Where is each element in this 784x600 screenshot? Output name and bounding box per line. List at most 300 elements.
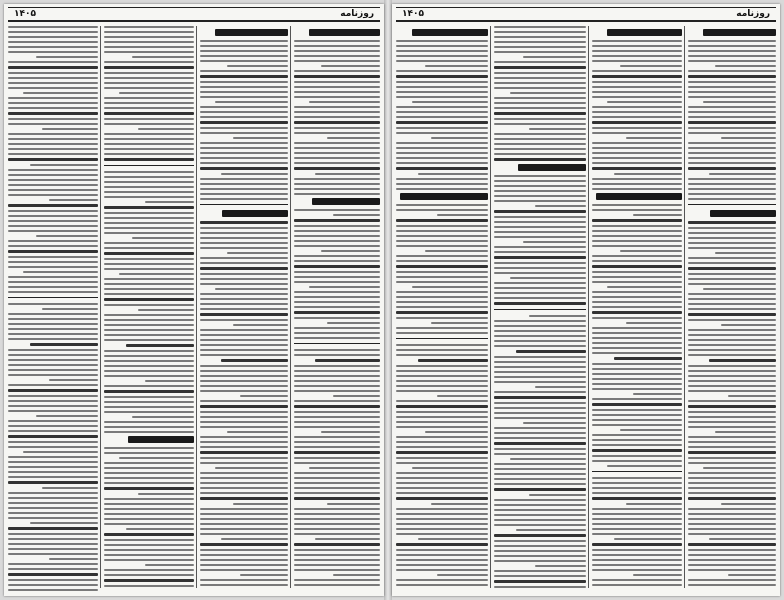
text-line [200,533,288,535]
text-line [200,579,288,581]
text-line [396,86,488,88]
text-line [200,564,288,566]
text-line [494,412,586,414]
text-line [396,142,488,144]
text-line [8,425,98,427]
text-line [396,60,488,62]
text-line [494,376,586,378]
text-line [688,283,776,285]
text-line [396,477,488,479]
text-line [494,361,586,363]
text-line [688,462,776,464]
text-line [104,278,194,280]
text-line [200,411,288,413]
text-line [294,96,380,98]
right-column-3 [592,26,682,590]
text-line [592,301,682,303]
text-line [30,164,98,166]
text-line [104,513,194,515]
text-line [200,221,288,224]
text-line [104,375,194,377]
column-divider [294,343,380,344]
text-line [494,272,586,274]
text-line [688,198,776,200]
text-line [494,26,586,28]
text-line [104,191,194,193]
text-line [104,176,194,178]
text-line [592,127,682,129]
text-line [104,293,194,295]
text-line [294,513,380,515]
text-line [494,519,586,521]
text-line [425,65,488,67]
text-line [592,455,682,457]
text-line [592,204,682,206]
text-line [104,324,194,326]
text-line [396,240,488,242]
text-line [396,472,488,474]
text-line [8,266,98,268]
text-line [592,477,682,479]
text-line [592,368,682,370]
text-line [529,494,586,496]
text-line [104,447,194,449]
text-line [8,82,98,84]
text-line [688,334,776,336]
text-line [431,322,488,324]
text-line [8,240,98,242]
text-line [688,375,776,377]
text-line [592,332,682,334]
text-line [200,167,288,170]
text-line [516,350,586,353]
text-line [309,101,380,103]
text-line [200,354,288,356]
text-line [620,429,682,431]
right-column-2 [494,26,586,590]
text-line [418,173,488,175]
text-line [104,396,194,398]
text-line [592,225,682,227]
text-line [233,324,288,326]
text-line [494,153,586,155]
text-line [294,260,380,262]
text-line [688,50,776,52]
text-line [8,174,98,176]
text-line [200,96,288,98]
column-divider [688,204,776,205]
text-line [592,55,682,57]
text-line [494,216,586,218]
text-line [294,462,380,464]
text-line [200,278,288,280]
left-column-1 [8,26,98,590]
text-line [592,439,682,441]
text-line [396,462,488,464]
headline-bar [518,164,586,171]
text-line [8,461,98,463]
text-line [688,451,776,454]
text-line [8,481,98,484]
text-line [104,61,194,63]
text-line [294,291,380,293]
left-masthead [8,7,380,22]
text-line [688,564,776,566]
text-line [396,327,488,329]
text-line [688,298,776,300]
text-line [8,61,98,63]
text-line [688,508,776,510]
text-line [494,251,586,253]
text-line [104,242,194,244]
text-line [592,403,682,406]
text-line [494,417,586,419]
text-line [321,250,380,252]
text-line [294,354,380,356]
text-line [688,421,776,423]
text-line [294,81,380,83]
page-fold [384,0,392,600]
text-line [42,487,98,489]
text-line [396,281,488,283]
text-line [200,319,288,321]
text-line [688,86,776,88]
text-line [396,132,488,134]
text-line [104,102,194,104]
text-line [494,36,586,38]
text-line [688,365,776,367]
text-line [494,77,586,79]
text-line [592,409,682,411]
text-line [688,349,776,351]
text-line [688,142,776,144]
text-line [592,291,682,293]
text-line [200,121,288,124]
text-line [104,148,194,150]
text-line [494,123,586,125]
text-line [333,395,380,397]
text-line [688,183,776,185]
text-line [200,193,288,195]
text-line [688,221,776,224]
text-line [592,523,682,525]
text-line [592,306,682,308]
text-line [592,235,682,237]
text-line [104,350,194,352]
text-line [294,106,380,108]
right-column-4 [688,26,776,590]
text-line [200,446,288,448]
text-line [294,543,380,546]
text-line [200,60,288,62]
text-line [592,116,682,118]
text-line [23,92,98,94]
text-line [294,265,380,268]
text-line [396,497,488,500]
text-line [227,65,288,67]
text-line [494,325,586,327]
text-line [294,421,380,423]
text-line [200,293,288,295]
text-line [104,158,194,161]
column-divider [8,297,98,298]
text-line [8,502,98,504]
text-line [200,339,288,341]
text-line [200,50,288,52]
text-line [104,390,194,393]
text-line [709,538,776,540]
text-line [8,568,98,570]
text-line [8,553,98,555]
text-line [494,545,586,547]
text-line [104,472,194,474]
text-line [8,548,98,550]
text-line [396,543,488,546]
text-line [494,287,586,289]
text-line [396,183,488,185]
text-line [688,390,776,392]
text-line [688,111,776,113]
text-line [494,31,586,33]
text-line [592,398,682,400]
text-line [592,513,682,515]
text-line [104,26,194,28]
text-line [8,410,98,412]
text-line [315,173,380,175]
text-line [494,118,586,120]
text-line [396,354,488,356]
text-line [294,451,380,454]
text-line [688,262,776,264]
text-line [8,169,98,171]
text-line [145,380,195,382]
headline-bar [596,193,682,200]
text-line [294,533,380,535]
text-line [688,405,776,408]
text-line [494,236,586,238]
text-line [321,431,380,433]
text-line [688,121,776,124]
text-line [104,206,194,209]
text-line [396,523,488,525]
text-line [494,226,586,228]
text-line [104,97,194,99]
text-line [8,204,98,207]
text-line [8,573,98,576]
text-line [592,70,682,72]
text-line [8,466,98,468]
text-line [104,263,194,265]
text-line [396,492,488,494]
text-line [333,574,380,576]
text-line [8,512,98,514]
text-line [221,173,288,175]
text-line [396,385,488,387]
text-line [104,569,194,571]
text-line [620,250,682,252]
text-line [294,225,380,227]
text-line [688,559,776,561]
text-line [728,574,776,576]
text-line [8,102,98,104]
text-line [294,147,380,149]
text-line [494,267,586,269]
text-line [8,123,98,125]
left-page [4,4,384,596]
text-line [592,414,682,416]
text-line [294,281,380,283]
column-divider [396,338,488,339]
text-line [703,101,776,103]
text-line [437,214,488,216]
text-line [8,220,98,222]
text-line [294,178,380,180]
text-line [510,92,586,94]
text-line [200,518,288,520]
text-line [592,549,682,551]
text-line [294,60,380,62]
text-line [200,462,288,464]
text-line [688,60,776,62]
text-line [396,50,488,52]
column-divider [494,309,586,310]
text-line [200,559,288,561]
text-line [688,193,776,195]
text-line [396,559,488,561]
text-line [215,467,288,469]
text-line [688,482,776,484]
text-line [396,508,488,510]
text-line [592,518,682,520]
text-line [200,303,288,305]
text-line [688,96,776,98]
text-line [294,426,380,428]
text-line [494,524,586,526]
headline-bar [710,210,776,217]
text-line [119,273,194,275]
text-line [104,41,194,43]
text-line [200,142,288,144]
text-line [721,503,776,505]
text-line [8,281,98,283]
text-line [592,347,682,349]
text-line [688,70,776,72]
text-line [494,499,586,501]
text-line [626,322,682,324]
text-line [626,503,682,505]
text-line [396,370,488,372]
text-line [396,400,488,402]
text-line [294,446,380,448]
text-line [8,112,98,115]
text-line [494,478,586,480]
text-line [592,188,682,190]
text-line [592,508,682,510]
text-line [688,45,776,47]
text-line [494,330,586,332]
text-line [8,143,98,145]
text-line [200,267,288,270]
text-line [8,77,98,79]
text-line [688,426,776,428]
text-line [688,273,776,275]
text-line [200,298,288,300]
text-line [8,579,98,581]
text-line [294,121,380,124]
headline-bar [309,29,380,36]
text-line [688,492,776,494]
text-line [633,574,683,576]
text-line [8,543,98,545]
text-line [688,132,776,134]
text-line [8,179,98,181]
text-line [592,45,682,47]
text-line [327,137,380,139]
text-line [592,296,682,298]
text-line [396,533,488,535]
text-line [396,416,488,418]
text-line [8,456,98,458]
text-line [396,188,488,190]
text-line [688,257,776,259]
text-line [294,390,380,392]
text-line [138,309,194,311]
text-line [294,306,380,308]
text-line [721,137,776,139]
text-line [688,533,776,535]
text-line [8,374,98,376]
text-line [592,434,682,436]
text-line [592,388,682,390]
text-line [104,370,194,372]
text-line [200,106,288,108]
text-line [104,426,194,428]
text-line [36,235,98,237]
text-line [104,72,194,74]
text-line [592,178,682,180]
text-line [592,533,682,535]
text-line [633,393,683,395]
text-line [200,482,288,484]
text-line [592,460,682,462]
text-line [688,147,776,149]
text-line [592,219,682,222]
text-line [437,395,488,397]
text-line [494,262,586,264]
text-line [104,467,194,469]
text-line [8,118,98,120]
text-line [494,112,586,115]
text-line [104,518,194,520]
text-line [8,497,98,499]
text-line [200,436,288,438]
text-line [396,255,488,257]
text-line [592,528,682,530]
text-line [145,201,195,203]
text-line [200,147,288,149]
headline-bar [703,29,776,36]
text-line [396,276,488,278]
text-line [294,487,380,489]
text-line [8,333,98,335]
text-line [396,380,488,382]
text-line [8,303,98,305]
text-line [200,132,288,134]
text-line [8,405,98,407]
text-line [104,385,194,387]
text-line [8,589,98,591]
text-line [200,178,288,180]
